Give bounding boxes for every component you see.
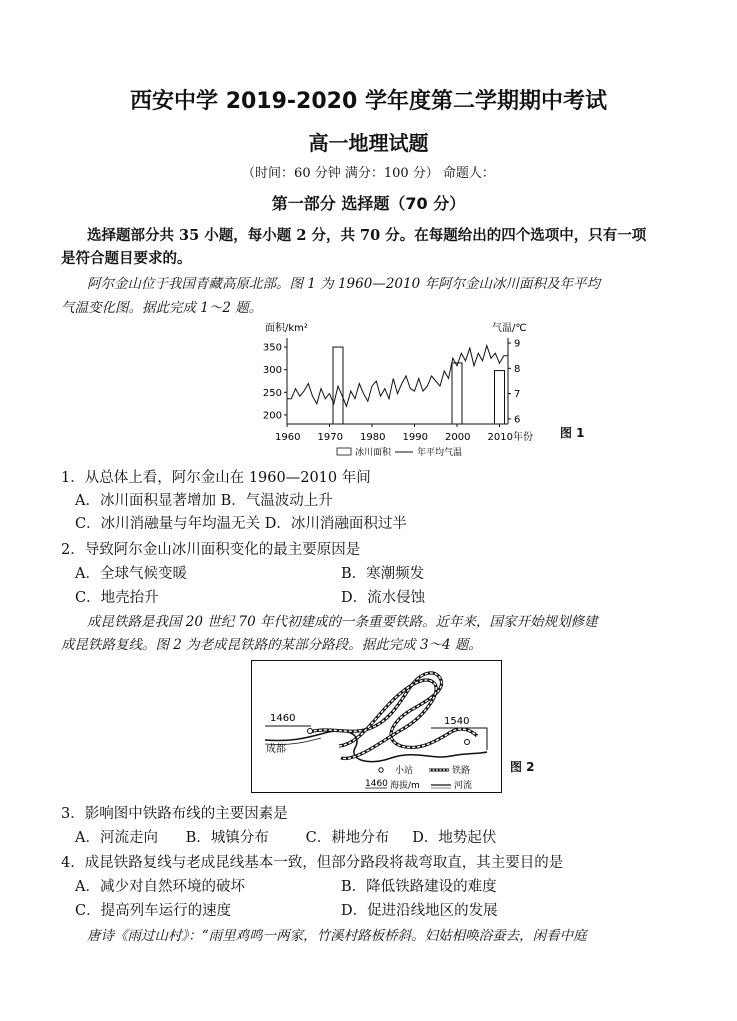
figure-1-chart	[255, 318, 590, 463]
station-chengdu	[308, 729, 313, 734]
right-axis-title: 气温/℃	[492, 323, 527, 334]
left-tick-label: 300	[262, 365, 282, 377]
q2-stem: 2．导致阿尔金山冰川面积变化的最主要原因是	[61, 542, 361, 558]
instructions-line-1: 选择题部分共 35 小题，每小题 2 分，共 70 分。在每题给出的四个选项中，只有一项	[87, 227, 647, 244]
q4-option-b: B．降低铁路建设的难度	[341, 879, 497, 895]
legend-bar-label: 冰川面积	[355, 448, 392, 458]
intro-1-line-2: 气温变化图。据此完成 1～2 题。	[61, 300, 263, 316]
exam-title: 西安中学 2019-2020 学年度第二学期期中考试	[130, 89, 607, 114]
left-axis-title: 面积/km²	[265, 323, 308, 334]
right-tick-label: 9	[514, 338, 521, 350]
x-tick-label: 1980	[360, 432, 386, 443]
x-tick-label: 2000	[445, 432, 471, 443]
q1-options-2: C．冰川消融量与年均温无关 D．冰川消融面积过半	[75, 516, 407, 532]
q2-option-a: A．全球气候变暖	[75, 566, 187, 582]
legend-elev-label: 海拔/m	[390, 781, 420, 791]
left-tick-label: 350	[262, 342, 282, 354]
q3-options: A．河流走向 B．城镇分布 C．耕地分布 D．地势起伏	[75, 830, 497, 846]
q4-option-a: A．减少对自然环境的破坏	[75, 879, 245, 895]
right-tick-label: 8	[514, 363, 521, 375]
intro-1-line-1: 阿尔金山位于我国青藏高原北部。图 1 为 1960—2010 年阿尔金山冰川面积及年平均	[87, 276, 600, 292]
legend-rail-label: 铁路	[452, 766, 471, 776]
right-tick-label: 6	[514, 414, 521, 426]
x-tick-label: 1960	[275, 432, 301, 443]
section-title: 第一部分 选择题（70 分）	[271, 194, 466, 213]
q2-option-b: B．寒潮频发	[341, 566, 425, 582]
q3-stem: 3．影响图中铁路布线的主要因素是	[61, 806, 288, 822]
right-tick-label: 7	[514, 389, 521, 401]
legend-station-icon	[379, 768, 383, 772]
contour-label-1540: 1540	[444, 716, 470, 727]
x-tick-label: 2010年份	[487, 432, 533, 443]
legend-station-label: 小站	[395, 766, 414, 776]
q2-option-d: D．流水侵蚀	[341, 590, 426, 606]
q4-option-c: C．提高列车运行的速度	[75, 903, 232, 919]
left-tick-label: 200	[262, 410, 282, 422]
left-tick-label: 250	[262, 387, 282, 399]
intro-2-line-2: 成昆铁路复线。图 2 为老成昆铁路的某部分路段。据此完成 3～4 题。	[61, 637, 482, 653]
instructions-line-2: 是符合题目要求的。	[61, 250, 192, 267]
figure-2-map	[251, 660, 502, 793]
station-east	[465, 740, 470, 745]
x-tick-label: 1990	[402, 432, 428, 443]
contour-label-1460: 1460	[270, 713, 296, 724]
q4-option-d: D．促进沿线地区的发展	[341, 903, 498, 919]
exam-meta: （时间：60 分钟 满分：100 分） 命题人：	[242, 166, 495, 181]
temperature-line	[287, 346, 508, 407]
x-tick-label: 1970	[317, 432, 343, 443]
intro-3-line-1: 唐诗《雨过山村》：“雨里鸡鸣一两家，竹溪村路板桥斜。妇姑相唤浴蚕去，闲看中庭	[87, 928, 587, 944]
exam-subtitle: 高一地理试题	[308, 131, 429, 155]
legend-elev-value: 1460	[365, 779, 388, 789]
figure-1-label: 图 1	[560, 426, 585, 440]
glacier-area-bar	[495, 371, 505, 424]
legend-river-label: 河流	[454, 781, 473, 791]
city-label: 成都	[266, 744, 286, 755]
q4-stem: 4．成昆铁路复线与老成昆线基本一致，但部分路段将裁弯取直，其主要目的是	[61, 855, 564, 871]
intro-2-line-1: 成昆铁路是我国 20 世纪 70 年代初建成的一条重要铁路。近年来，国家开始规划修建	[87, 614, 598, 630]
figure-2-label: 图 2	[510, 760, 535, 774]
q2-option-c: C．地壳抬升	[75, 590, 159, 606]
legend-bar-swatch	[337, 448, 351, 455]
glacier-area-bar	[452, 363, 462, 424]
q1-stem: 1．从总体上看，阿尔金山在 1960—2010 年间	[61, 470, 371, 486]
legend-line-label: 年平均气温	[417, 448, 463, 458]
q1-options-1: A．冰川面积显著增加 B．气温波动上升	[75, 493, 333, 509]
